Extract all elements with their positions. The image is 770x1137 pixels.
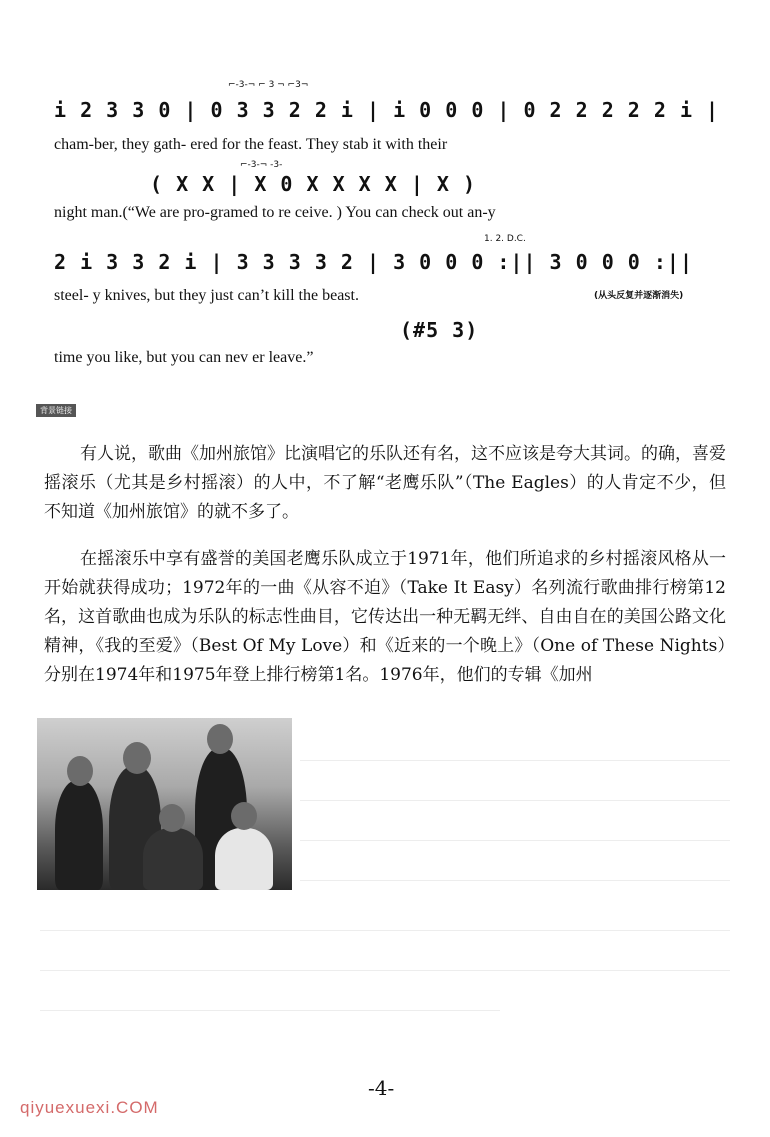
- watermark: qiyuexuexi.COM: [20, 1098, 159, 1117]
- notation-row4: (#5 3): [400, 318, 479, 342]
- triplet-marks-row1: ⌐-3-¬ ⌐ 3 ¬ ⌐3¬: [228, 80, 309, 90]
- notation-row1: i 2 3 3 0 | 0 3 3 2 2 i | i 0 0 0 | 0 2 2 2 2 2 i |: [54, 98, 720, 122]
- notation-row2: ( X X | X 0 X X X X | X ): [150, 172, 477, 196]
- band-photo: [37, 718, 292, 890]
- notation-row3: 2 i 3 3 2 i | 3 3 3 3 2 | 3 0 0 0 :|| 3 0 0 0 :||: [54, 250, 694, 274]
- lyrics-row1: cham-ber, they gath- ered for the feast. They stab it with their: [54, 136, 448, 153]
- lyrics-row3: steel- y knives, but they just can’t kill the beast.: [54, 287, 359, 304]
- lyrics-row2: night man.(“We are pro-gramed to re ceive. ) You can check out an-y: [54, 204, 496, 221]
- page-number: -4-: [368, 1076, 395, 1100]
- paragraph-1: 有人说，歌曲《加州旅馆》比演唱它的乐队还有名，这不应该是夸大其词。的确，喜爱摇滚乐（尤其是乡村摇滚）的人中，不了解“老鹰乐队”（The Eagles）的人肯定不少，但不知道《加州旅馆》的就不多了。: [44, 444, 726, 522]
- repeat-fade-note: (从头反复并逐渐消失): [594, 291, 684, 301]
- triplet-marks-row2: ⌐-3-¬ -3-: [240, 160, 283, 170]
- section-tag: 背景链接: [36, 404, 76, 417]
- volta-marks-row3: 1. 2. D.C.: [484, 234, 526, 244]
- paragraph-2: 在摇滚乐中享有盛誉的美国老鹰乐队成立于1971年，他们所追求的乡村摇滚风格从一开始就获得成功；1972年的一曲《从容不迫》（Take It Easy）名列流行歌曲排行榜第12名，这首歌曲也成为乐队的标志性曲目，它传达出一种无羁无绊、自由自在的美国公路文化精神，《我的至爱》（Best Of My Love）和《近来的一个晚上》（One of These Nights）分别在1974年和1975年登上排行榜第1名。1976年，他们的专辑《加州: [44, 549, 726, 685]
- lyrics-row4: time you like, but you can nev er leave.”: [54, 349, 314, 366]
